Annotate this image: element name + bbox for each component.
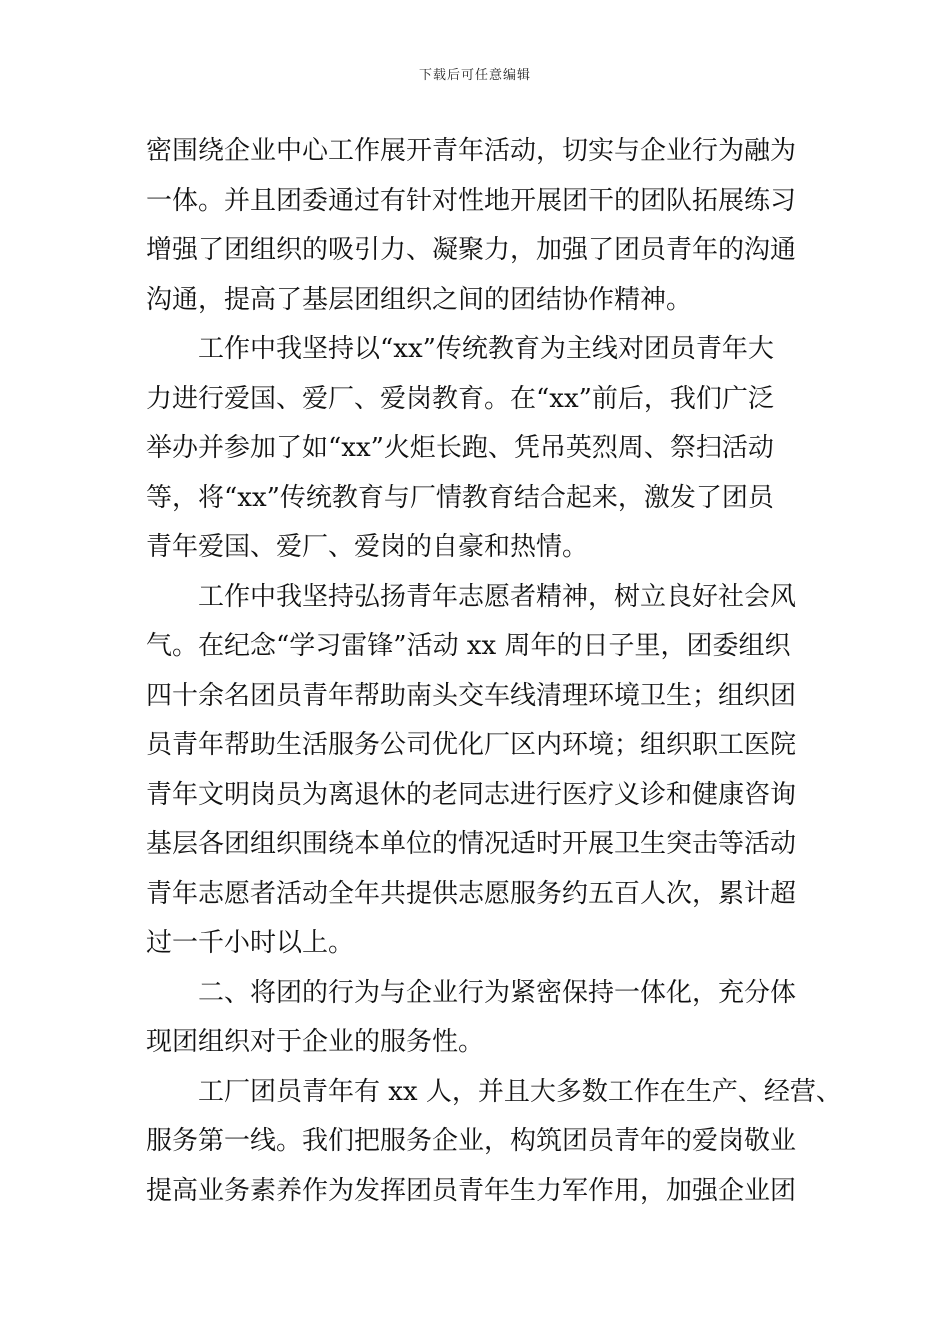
text-line: 举办并参加了如“xx”火炬长跑、凭吊英烈周、祭扫活动 (146, 433, 774, 463)
paragraph-3 (146, 573, 814, 969)
text-line: 基层各团组织围绕本单位的情况适时开展卫生突击等活动 (146, 829, 797, 859)
page-header: 下载后可任意编辑 (418, 68, 531, 83)
text-line: 工作中我坚持弘扬青年志愿者精神，树立良好社会风 (198, 581, 797, 612)
text-line: 二、将团的行为与企业行为紧密保持一体化，充分体 (198, 977, 797, 1008)
text-line: 工厂团员青年有 xx 人，并且大多数工作在生产、经营、 (198, 1076, 842, 1107)
text-line: 工作中我坚持以“xx”传统教育为主线对团员青年大 (198, 334, 774, 364)
text-line: 服务第一线。我们把服务企业，构筑团员青年的爱岗敬业 (146, 1126, 797, 1156)
text-line: 气。在纪念“学习雷锋”活动 xx 周年的日子里，团委组织 (146, 631, 791, 661)
text-line: 青年文明岗员为离退休的老同志进行医疗义诊和健康咨询 (146, 779, 797, 810)
paragraph-2 (146, 325, 814, 573)
text-line: 一体。并且团委通过有针对性地开展团干的团队拓展练习 (146, 185, 797, 216)
text-line: 等，将“xx”传统教育与厂情教育结合起来，激发了团员 (146, 482, 774, 513)
text-line: 青年志愿者活动全年共提供志愿服务约五百人次，累计超 (146, 878, 797, 909)
text-line: 过一千小时以上。 (146, 928, 355, 958)
text-line: 员青年帮助生活服务公司优化厂区内环境；组织职工医院 (146, 730, 797, 760)
text-line: 提高业务素养作为发挥团员青年生力军作用，加强企业团 (146, 1175, 797, 1206)
text-line: 沟通，提高了基层团组织之间的团结协作精神。 (146, 284, 693, 315)
text-line: 青年爱国、爱厂、爱岗的自豪和热情。 (146, 532, 589, 562)
text-line: 密围绕企业中心工作展开青年活动，切实与企业行为融为 (146, 136, 797, 166)
paragraph-1 (146, 127, 814, 325)
paragraph-4 (146, 969, 814, 1068)
text-line: 四十余名团员青年帮助南头交车线清理环境卫生；组织团 (146, 680, 797, 711)
text-line: 现团组织对于企业的服务性。 (146, 1027, 485, 1057)
paragraph-5 (146, 1068, 842, 1217)
text-line: 增强了团组织的吸引力、凝聚力，加强了团员青年的沟通 (146, 235, 797, 265)
document-body (146, 127, 842, 1216)
text-line: 力进行爱国、爱厂、爱岗教育。在“xx”前后，我们广泛 (146, 383, 774, 414)
